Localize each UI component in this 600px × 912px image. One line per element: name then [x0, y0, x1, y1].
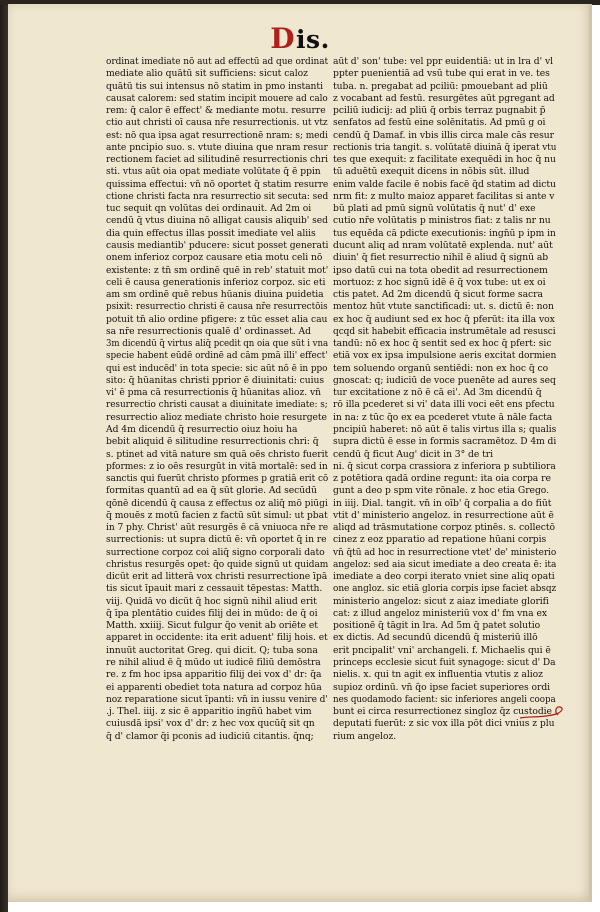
right-column-line: tuba. n. pregabat ad pciliū: pmouebant ad pliū [333, 80, 548, 92]
left-column-line: potuit tn̄ alio ordine pfigere: z tūc esset alia cau [106, 313, 328, 325]
right-column-line: gunt a deo p spm vite rōnale. z hoc etia Grego. [333, 485, 549, 497]
left-column-line: formitas quantū ad ea q̄ sūt glorie. Ad secūdū [106, 485, 317, 497]
right-column-line: rectionis tria tangit. s. volūtatē diuinā q̄ iperat vtu [333, 141, 556, 153]
right-column-line: qcqd sit habebit efficacia instrumētale ad resusci [333, 325, 556, 337]
right-column-line: bunt ei circa resurrectionez singloz q̄z custodie [333, 706, 552, 718]
left-column-line: surrectione corpoz coi aliq̄ signo corporali dato [106, 546, 325, 558]
right-column-line: nes quodamodo facient: sic inferiores angeli coopa [333, 693, 556, 705]
left-column-line: tis sicut īpauit mari z cessauit tēpestas: Matth. [106, 583, 323, 595]
right-column-line: in iiij. Dial. tangit. vn̄ in oīb' q̄ corpalia a do fiūt [333, 497, 552, 509]
running-header-initial: D [270, 22, 295, 55]
left-column-line: sa nr̄e resurrectionis qualē d' ordinasset. Ad [106, 325, 311, 337]
left-column-line: sti. vtus aūt oia opat mediate volūtate q̄ ē ppin [106, 166, 321, 178]
right-column-line: tandū: nō ex hoc q̄ sentit sed ex hoc q̄ pfert: sic [333, 338, 552, 350]
left-column-line: causat calorem: sed statim incipit mouere ad calo [106, 92, 328, 104]
left-column-line: ctione christi facta nra resurrectio sit secuta: sed [106, 190, 329, 202]
left-column-line: am sm ordinē quē rebus hūanis diuina puidetia [106, 289, 324, 301]
right-column-line: princeps ecclesie sicut fuit synagoge: sicut d' Da [333, 657, 556, 669]
right-column-line: ex hoc q̄ audiunt sed ex hoc q̄ pferūt: ita illa vox [333, 313, 555, 325]
right-column-line: ni. q̄ sicut corpa crassiora z inferiora p subtiliora [333, 460, 556, 472]
left-column-line: christus resurgēs opet: q̄o quide signū ut quidam [106, 558, 329, 570]
right-column-line: tur excitatione z nō ē cā ei'. Ad 3m dicendū q̄ [333, 387, 542, 399]
line-end-flourish-icon [518, 704, 566, 724]
binding-edge [0, 0, 8, 912]
left-text-column [106, 56, 328, 743]
right-column-line: mortuoz: z hoc signū idē ē q̄ vox tube: ut ex oi [333, 276, 546, 288]
left-column-line: existente: z tn̄ sm ordinē quē in reb' statuit mot' [106, 264, 328, 276]
left-column-line: surrectionis: ut supra dictū ē: vn̄ oportet q̄ in re [106, 534, 327, 546]
right-column-line: one angloz. sic etiā gloria corpis ipse faciet absqz [333, 583, 557, 595]
left-column-line: bebit aliquid ē silitudine resurrectionis chri: q̄ [106, 436, 319, 448]
left-column-line: ante pncipio suo. s. vtute diuina que nram resur [106, 141, 328, 153]
right-column-line: erit pncipalit' vni' archangeli. f. Michaelis qui ē [333, 644, 551, 656]
page-fore-edge [589, 4, 592, 902]
right-column-line: ctis patet. Ad 2m dicendū q̄ sicut forme sacra [333, 289, 543, 301]
left-column-line: .j. Thel. iiij. z sic ē apparitio ingn̄ū habet vim [106, 706, 312, 718]
right-column-line: mentoz hūt vtute sanctificadi: ut. s. dictū ē: non [333, 301, 554, 313]
left-column-line: qōnē dicendū q̄ causa z effectus oz aliq̄ mō piūgi [106, 497, 328, 509]
left-column-line: re. z fm hoc ipsa apparitio filij dei vox d' dr: q̄a [106, 669, 322, 681]
left-column-line: s. ptinet ad vitā nature sm quā oēs christo fuerit [106, 448, 329, 460]
right-column-line: etiā vox ex ipsa impulsione aeris excitat dormien [333, 350, 556, 362]
right-column-line: angeloz: sed aia sicut imediate a deo creata ē: ita [333, 558, 556, 570]
right-column-line: deputati fuerūt: z sic vox illa pōt dici vnius z plu [333, 718, 555, 730]
left-column-line: quissima effectui: vn̄ nō oportet q̄ statim resurre [106, 178, 328, 190]
left-column-line: ordinat imediate nō aut ad effectū ad que ordinat [106, 56, 329, 67]
left-column-line: cendū q̄ vtus diuina nō alligat causis aliquib' sed [106, 215, 328, 227]
left-column-line: celi ē causa generationis inferioz corpoz. sic eti [106, 276, 326, 288]
left-column-line: est: nō qua ipsa agat resurrectionē nram: s; medi [106, 129, 328, 141]
right-column-line: ipso datū cui na tota obedit ad resurrectionem [333, 264, 548, 276]
left-column-line: causis mediantib' pducere: sicut posset generati [106, 239, 329, 251]
left-column-line: rem: q̄ calor ē effect' & mediante motu. resurre [106, 105, 326, 117]
right-column-line: aūt d' son' tube: vel ppr euidentiā: ut in lra d' vl [333, 56, 553, 67]
right-column-line: positionē q̄ tāgit in lra. Ad 5m q̄ patet solutio [333, 620, 541, 632]
right-column-line: tem soluendo organū sentiēdi: non ex hoc q̄ co [333, 362, 549, 374]
right-column-line: tus equēda cā pdicte executionis: ingn̄ū p ipm in [333, 227, 556, 239]
left-column-line: in 7 phy. Christ' aūt resurgēs ē cā vniuoca nr̄e re [106, 522, 329, 534]
left-column-line: apparet in occidente: ita erit aduent' filij hois. et [106, 632, 328, 644]
manuscript-page [8, 4, 592, 902]
left-column-line: noz reparatione sicut īpanti: vn̄ in iussu venire d' [106, 693, 328, 705]
right-text-column [333, 56, 556, 743]
right-column-line: ducunt aliq ad nram volūtatē explenda. nut' aūt [333, 239, 553, 251]
left-column-line: rectionem faciet ad silitudinē resurrectionis chri [106, 154, 328, 166]
left-column-line: ctio aut christi oī causa nr̄e resurrectionis. ut vtz [106, 117, 328, 129]
left-column-line: psixit: resurrectio christi ē causa nr̄e resurrectōis [106, 301, 328, 313]
right-column-line: rium angeloz. [333, 730, 397, 742]
right-column-line: supra dictū ē esse in formis sacramētoz. D 4m di [333, 436, 556, 448]
running-header [8, 22, 592, 55]
right-column-line: cinez z eoz pparatio ad repatione hūani corpis [333, 534, 547, 546]
right-column-line: tū aduētū exequit dicens in nōbis sūt. illud [333, 166, 530, 178]
right-column-line: cendū q̄ Damaf. in vbis illis circa male cās resur [333, 129, 554, 141]
left-column-line: specie habent eūdē ordinē ad cām pmā illi' effect' [106, 350, 328, 362]
left-column-line: re nihil aliud ē q̄ mūdo ut iudicē filiū demōstra [106, 657, 321, 669]
right-column-line: cat: z illud angeloz ministeriū vox d' fm vna ex [333, 607, 547, 619]
left-column-line: quātū tis sui intensus nō statim in pmo instanti [106, 80, 323, 92]
left-column-line: q̄ d' clamor q̄i pconis ad iudiciū citantis. q̄nq; [106, 730, 314, 742]
right-column-line: enim valde facile ē nobis facē q̄d statim ad dictu [333, 178, 556, 190]
right-column-line: cutio nr̄e volūtatis p ministros fiat: z talis nr nu [333, 215, 551, 227]
right-column-line: z potētiora qadā ordine regunt: ita oia corpa re [333, 473, 551, 485]
left-column-line: dicūt erit ad litterā vox christi resurrectione īpā [106, 571, 328, 583]
right-column-line: tes que exequit: z facilitate exequēdi in hoc q̄ nu [333, 154, 556, 166]
right-column-line: nrm fit: z multo maioz apparet facilitas si ante v [333, 190, 555, 202]
right-column-line: pciliū iudicij: ad pliū q̄ orbis terraz pugnabit p̄ [333, 105, 546, 117]
left-column-line: vi' ē pma cā resurrectionis q̄ hūanitas alioz. vn̄ [106, 387, 321, 399]
left-column-line: q̄ īpa plentātio cuides filij dei in mūdo: de q̄ oi [106, 607, 318, 619]
right-column-line: ppter puenientiā ad vsū tube qui erat in ve. tes [333, 68, 550, 80]
left-column-line: Matth. xxiiij. Sicut fulgur q̄o venit ab oriēte et [106, 620, 318, 632]
right-column-line: vn̄ q̄tū ad hoc in resurrectione vtet' de' ministerio [333, 546, 557, 558]
left-column-line: dia quin effectus illas possit imediate vel aliis [106, 227, 316, 239]
right-column-line: vtit d' ministerio angeloz. in resurrectione aūt ē [333, 509, 554, 521]
left-column-line: sanctis qui fuerūt christo pformes p gratiā erit cō [106, 473, 329, 485]
left-column-line: Ad 4m dicendū q̄ resurrectio oiuz hoiu ha [106, 423, 298, 435]
right-column-line: rō illa pcederet si vi' data illi voci eēt ens pfectu [333, 399, 555, 411]
left-column-line: tuc sequit qn volūtas dei ordinauit. Ad 2m oi [106, 203, 312, 215]
right-column-line: imediate a deo corpi iterato vniet sine aliq opati [333, 571, 555, 583]
right-column-line: z vocabant ad festū. resurgētes aūt pgregant ad [333, 92, 555, 104]
left-column-line: onem inferioz corpoz causare etia motu celi nō [106, 252, 323, 264]
right-column-line: diuin' q̄ fiet resurrectio nihil ē aliud q̄ signū ab [333, 252, 549, 264]
right-column-line: cendū q̄ ficut Aug' dicit in 3° de tri [333, 448, 493, 460]
left-column-line: q̄ mouēs z motū facien z factū sūt simul: ut pbat [106, 509, 328, 521]
right-column-line: ministerio angeloz: sicut z aiaz imediate glorifi [333, 595, 549, 607]
right-column-line: nielis. x. qui tn agit ex influentia vtutis z alioz [333, 669, 543, 681]
left-column-line: ei apparenti obediet tota natura ad corpoz hūa [106, 681, 322, 693]
running-header-rest: is. [296, 25, 330, 54]
right-column-line: ex dictis. Ad secundū dicendū q̄ misteriū illō [333, 632, 538, 644]
left-column-line: resurrectio christi causat a diuinitate imediate: s; [106, 399, 328, 411]
right-column-line: pncipiū haberet: nō aūt ē talis virtus illa s; qualis [333, 423, 557, 435]
left-column-line: sito: q̄ hūanitas christi pprior ē diuinitati: cuius [106, 374, 325, 386]
right-column-line: aliqd ad trāsmutatione corpoz ptinēs. s. collectō [333, 522, 555, 534]
right-column-line: in na: z tūc q̄o ex ea pcederet vtute ā nāle facta [333, 411, 553, 423]
left-column-line: cuiusdā ipsi' vox d' dr: z hec vox qucūq̄ sit qn [106, 718, 315, 730]
left-column-line: innuūt auctoritat Greg. qui dicit. Q; tuba sona [106, 644, 318, 656]
right-column-line: bū plati ad pmū signū volūtatis q̄ nut' d' exe [333, 203, 536, 215]
left-column-line: viij. Quidā vo dicūt q̄ hoc signū nihil aliud erit [106, 595, 317, 607]
left-column-line: pformes: z io oēs resurgūt in vitā mortalē: sed in [106, 460, 328, 472]
left-column-line: qui est inducēd' in tota specie: sic aūt nō ē in ppo [106, 362, 328, 374]
left-column-line: 3m dicendū q̄ virtus aliq̄ pcedit qn oia que sūt i vna [106, 338, 329, 350]
right-column-line: gnoscat: q; iudiciū de voce puenēte ad aures seq [333, 374, 556, 386]
left-column-line: resurrectio alioz mediate christo hoie resurgete [106, 411, 327, 423]
right-column-line: senfatos ad festū eine solēnitatis. Ad pmū g oi [333, 117, 546, 129]
left-column-line: mediate alio quātū sit sufficiens: sicut caloz [106, 68, 308, 80]
right-column-line: supioz ordinū. vn̄ q̄o ipse faciet superiores ordi [333, 681, 551, 693]
